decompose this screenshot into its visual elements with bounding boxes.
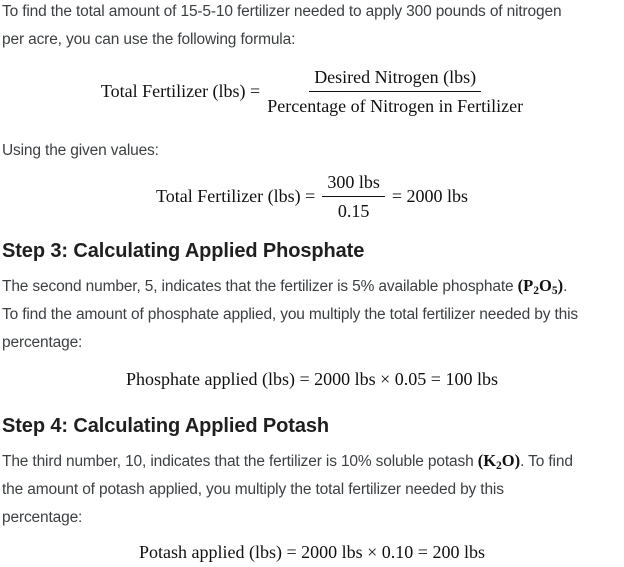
fraction-numerator: Desired Nitrogen (lbs) bbox=[309, 66, 481, 92]
step3-line1-tail: . bbox=[563, 278, 568, 295]
given-values-label: Using the given values: bbox=[2, 142, 159, 159]
equation-lhs: Total Fertilizer (lbs) = bbox=[100, 81, 261, 101]
step4-line-3: percentage: bbox=[2, 509, 83, 526]
step4-line1-tail: . To find bbox=[520, 453, 573, 470]
equation-total-fertilizer-values bbox=[0, 171, 624, 222]
fraction bbox=[267, 66, 523, 117]
intro-paragraph bbox=[0, 0, 624, 54]
step3-line1-text: The second number, 5, indicates that the fertilizer is 5% available phosphate bbox=[2, 278, 518, 295]
equation-result: = 2000 lbs bbox=[391, 186, 469, 206]
fraction-denominator: Percentage of Nitrogen in Fertilizer bbox=[267, 96, 524, 116]
intro-line-1: To find the total amount of 15-5-10 fertilizer needed to apply 300 pounds of nitrogen bbox=[2, 3, 562, 20]
equation-lhs: Total Fertilizer (lbs) = bbox=[155, 186, 316, 206]
step4-line-1 bbox=[2, 447, 624, 476]
intro-line-2: per acre, you can use the following formula: bbox=[2, 31, 296, 48]
step4-heading: Step 4: Calculating Applied Potash bbox=[2, 415, 330, 437]
step4-line-2: the amount of potash applied, you multiply the total fertilizer needed by this bbox=[2, 481, 504, 498]
chemical-formula-k2o: $(K_2O)$ bbox=[477, 451, 521, 472]
equation-potash-applied: Potash applied (lbs) = 2000 lbs × 0.10 = 200 lbs bbox=[139, 542, 485, 562]
fraction-numerator: 300 lbs bbox=[322, 171, 385, 197]
step3-line-1 bbox=[2, 272, 624, 301]
step3-line-2: To find the amount of phosphate applied, you multiply the total fertilizer needed by this bbox=[2, 306, 579, 323]
step4-paragraph bbox=[0, 447, 624, 532]
step3-line-3: percentage: bbox=[2, 334, 83, 351]
equation-total-fertilizer-formula bbox=[0, 66, 624, 117]
fraction bbox=[322, 171, 385, 222]
step3-paragraph bbox=[0, 272, 624, 357]
step3-heading: Step 3: Calculating Applied Phosphate bbox=[2, 240, 365, 262]
step4-line1-text: The third number, 10, indicates that the fertilizer is 10% soluble potash bbox=[2, 453, 478, 470]
equation-phosphate-applied: Phosphate applied (lbs) = 2000 lbs × 0.05 = 100 lbs bbox=[126, 369, 498, 389]
chemical-formula-p2o5: $(P_2O_5)$ bbox=[517, 276, 564, 297]
fraction-denominator: 0.15 bbox=[337, 201, 370, 221]
